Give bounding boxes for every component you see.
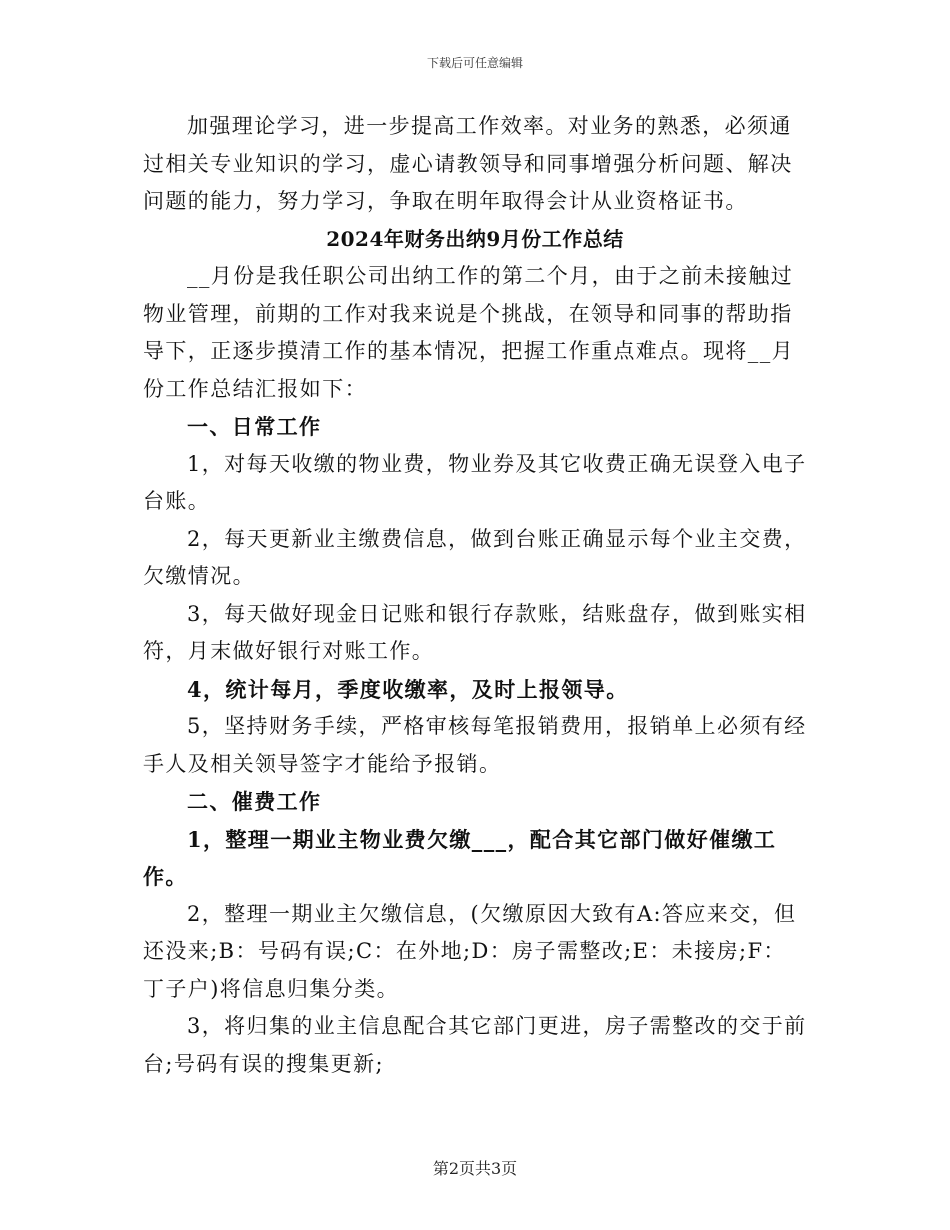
document-title: 2024年财务出纳9月份工作总结 [326, 226, 624, 251]
list-item: 5，坚持财务手续，严格审核每笔报销费用，报销单上必须有经手人及相关领导签字才能给予报销。 [143, 714, 807, 776]
list-item: 1，整理一期业主物业费欠缴___，配合其它部门做好催缴工作。 [143, 826, 777, 889]
list-item: 2，每天更新业主缴费信息，做到台账正确显示每个业主交费，欠缴情况。 [143, 526, 807, 588]
page-number: 第2页共3页 [432, 1159, 518, 1178]
page-header: 下载后可任意编辑 [426, 56, 523, 70]
list-item: 3，每天做好现金日记账和银行存款账，结账盘存，做到账实相符，月末做好银行对账工作。 [143, 601, 807, 663]
document-body [143, 108, 807, 1083]
list-item: 2，整理一期业主欠缴信息，(欠缴原因大致有A:答应来交，但还没来;B：号码有误;C：在外地;D：房子需整改;E：未接房;F：丁子户)将信息归集分类。 [143, 901, 797, 1001]
list-item: 1，对每天收缴的物业费，物业券及其它收费正确无误登入电子台账。 [143, 451, 807, 513]
section-heading-fee-collection: 二、催费工作 [187, 789, 322, 814]
list-item: 3，将归集的业主信息配合其它部门更进，房子需整改的交于前台;号码有误的搜集更新; [143, 1014, 807, 1076]
opening-paragraph: __月份是我任职公司出纳工作的第二个月，由于之前未接触过物业管理，前期的工作对我来说是个挑战，在领导和同事的帮助指导下，正逐步摸清工作的基本情况，把握工作重点难点。现将__月份工作总结汇报如下： [143, 264, 794, 401]
section-heading-daily-work: 一、日常工作 [187, 414, 322, 439]
intro-paragraph: 加强理论学习，进一步提高工作效率。对业务的熟悉，必须通过相关专业知识的学习，虚心请教领导和同事增强分析问题、解决问题的能力，努力学习，争取在明年取得会计从业资格证书。 [143, 114, 793, 213]
list-item: 4，统计每月，季度收缴率，及时上报领导。 [187, 676, 629, 702]
